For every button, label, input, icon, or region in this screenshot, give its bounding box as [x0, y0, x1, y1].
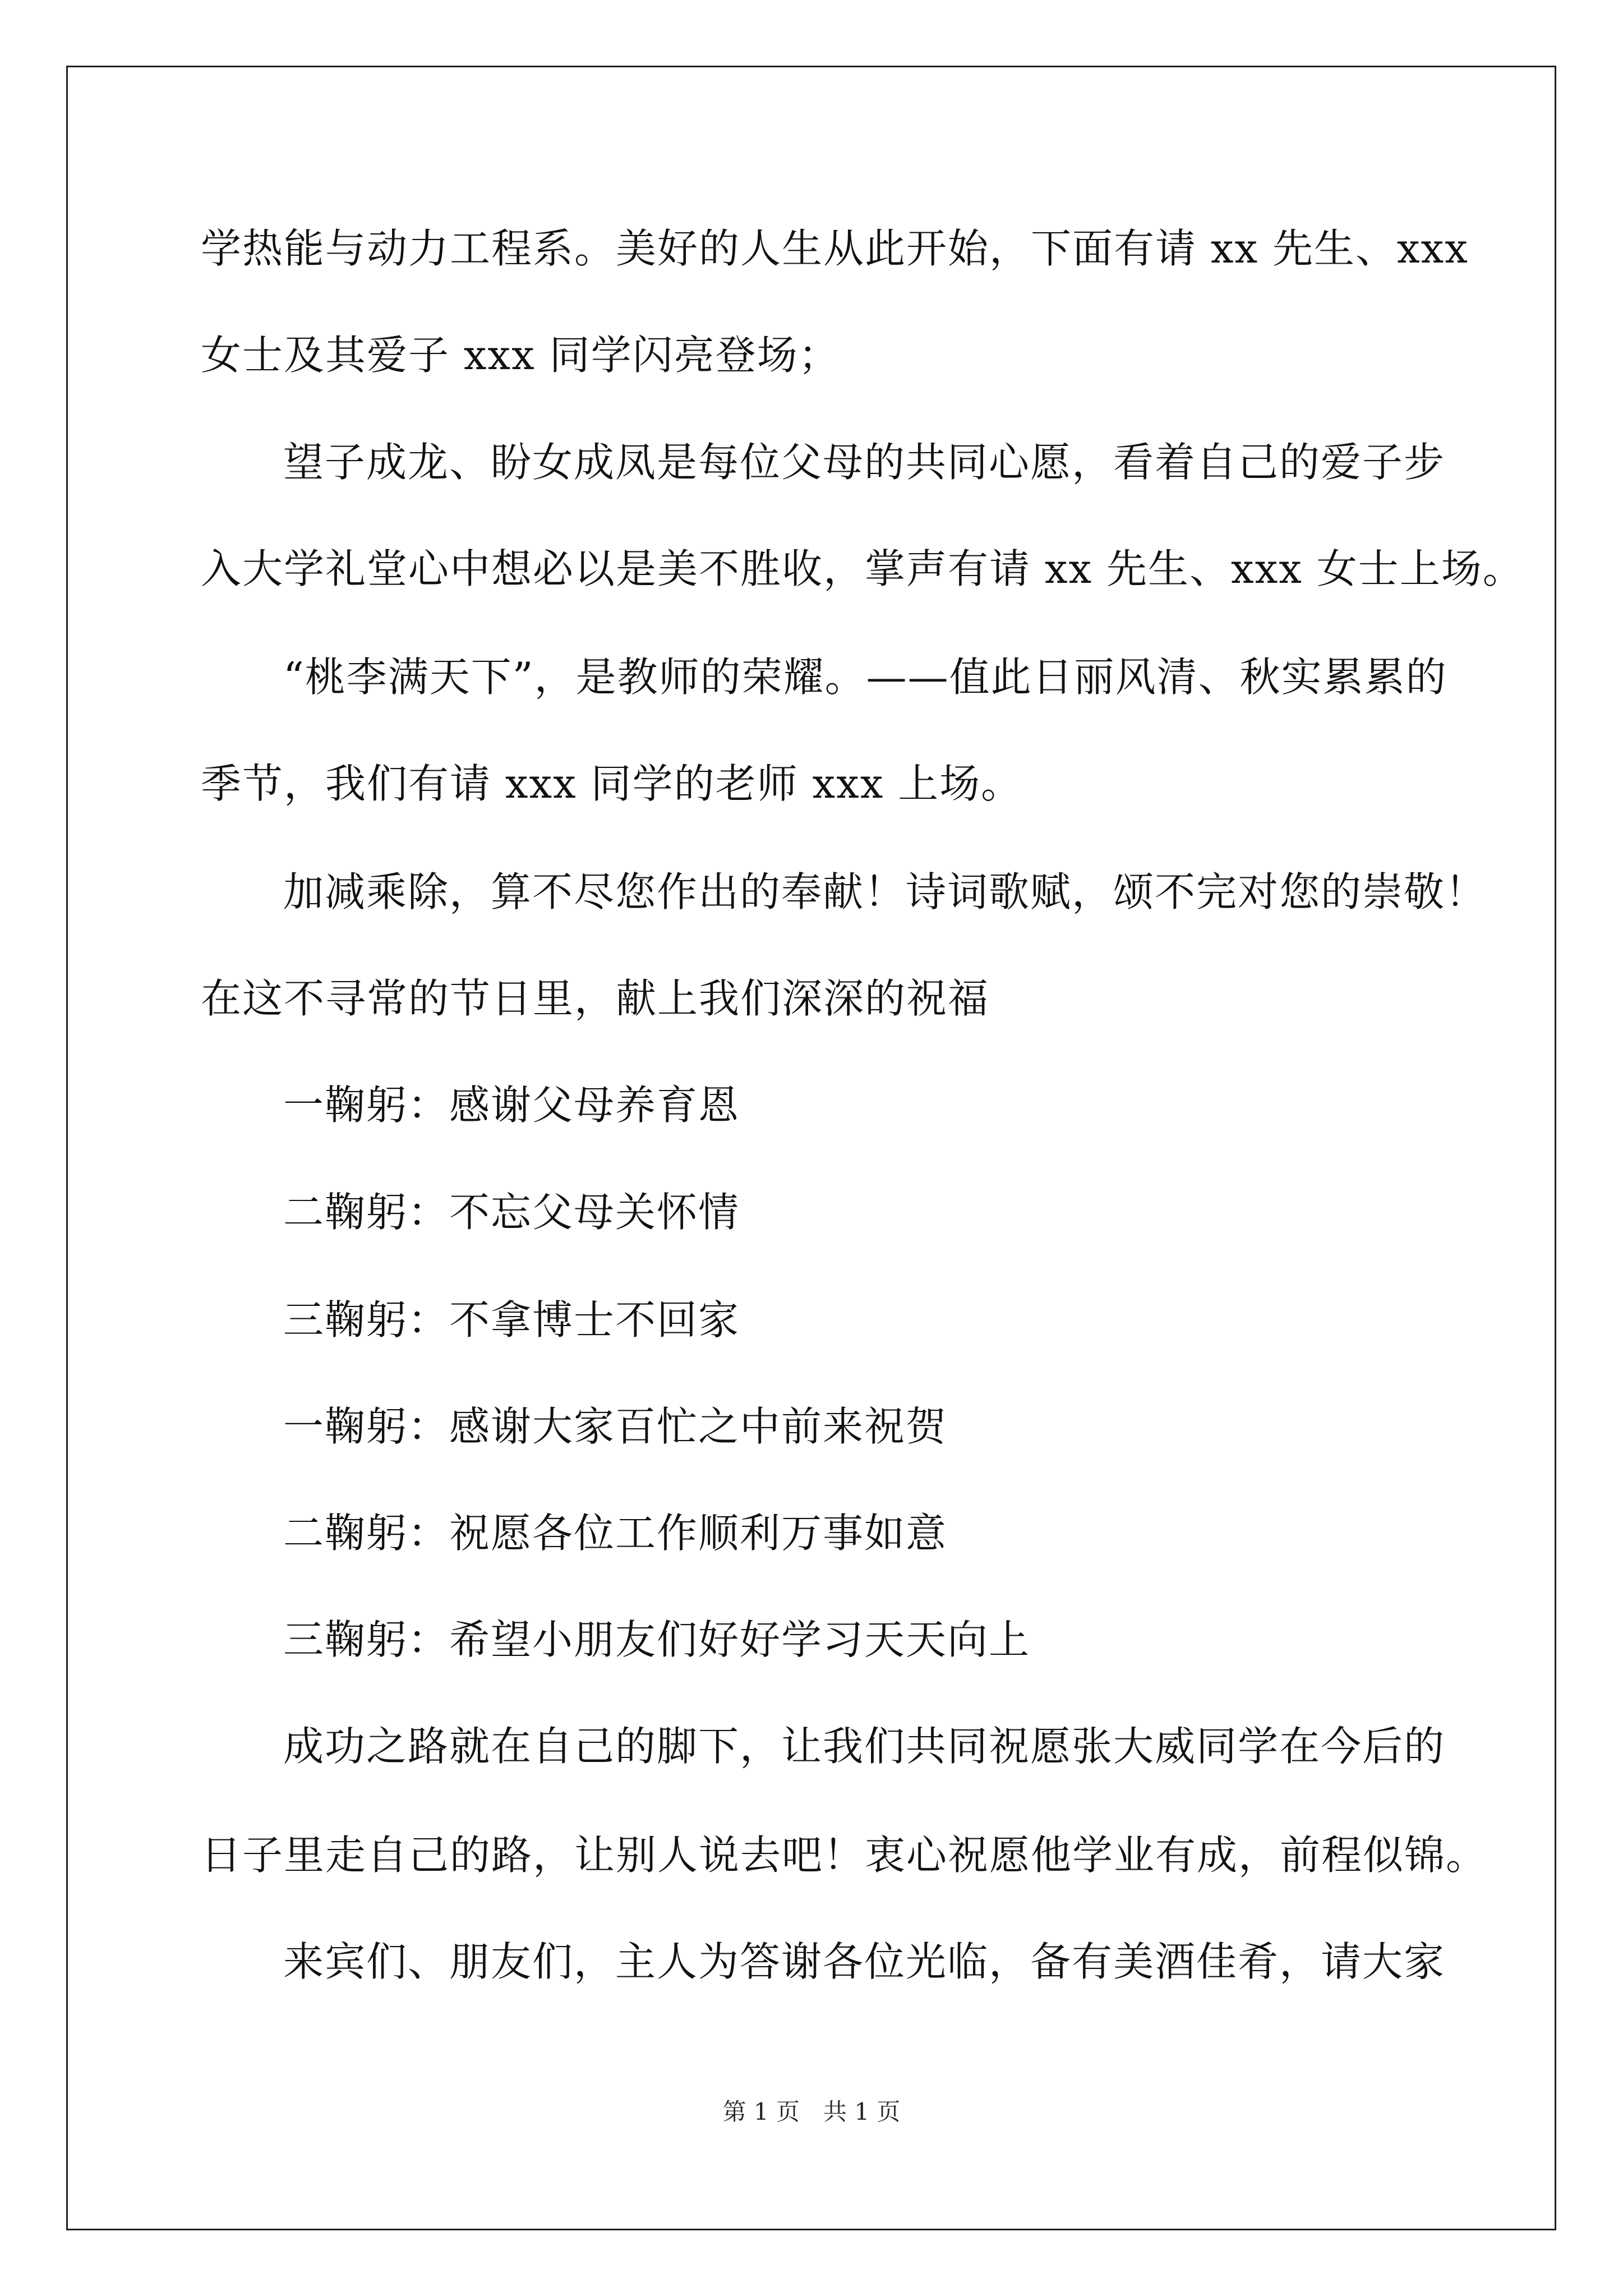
page-number-footer: 第 1 页 共 1 页 — [722, 2098, 901, 2125]
paragraph-line: 女士及其爱子 xxx 同学闪亮登场； — [201, 332, 840, 379]
paragraph-line: 三鞠躬：希望小朋友们好好学习天天向上 — [283, 1616, 1031, 1663]
page-border — [66, 66, 1556, 2230]
paragraph-line: 望子成龙、盼女成凤是每位父母的共同心愿，看着自己的爱子步 — [283, 439, 1446, 486]
paragraph-line: 学热能与动力工程系。美好的人生从此开始，下面有请 xx 先生、xxx — [201, 225, 1469, 272]
paragraph-line: 成功之路就在自己的脚下，让我们共同祝愿张大威同学在今后的 — [283, 1723, 1446, 1770]
paragraph-line: 日子里走自己的路，让别人说去吧！衷心祝愿他学业有成，前程似锦。 — [201, 1832, 1488, 1879]
paragraph-line: 二鞠躬：不忘父母关怀情 — [283, 1189, 740, 1236]
paragraph-line: 一鞠躬：感谢父母养育恩 — [283, 1082, 740, 1129]
paragraph-line: “桃李满天下”，是教师的荣耀。——值此日丽风清、秋实累累的 — [283, 654, 1447, 701]
paragraph-line: 二鞠躬：祝愿各位工作顺利万事如意 — [283, 1510, 948, 1557]
paragraph-line: 季节，我们有请 xxx 同学的老师 xxx 上场。 — [201, 760, 1023, 807]
paragraph-line: 一鞠躬：感谢大家百忙之中前来祝贺 — [283, 1403, 948, 1450]
paragraph-line: 来宾们、朋友们，主人为答谢各位光临，备有美酒佳肴，请大家 — [283, 1938, 1446, 1985]
paragraph-line: 加减乘除，算不尽您作出的奉献！诗词歌赋，颂不完对您的崇敬！ — [283, 868, 1487, 915]
paragraph-line: 入大学礼堂心中想必以是美不胜收，掌声有请 xx 先生、xxx 女士上场。 — [201, 545, 1524, 592]
paragraph-line: 在这不寻常的节日里，献上我们深深的祝福 — [201, 975, 990, 1022]
paragraph-line: 三鞠躬：不拿博士不回家 — [283, 1296, 740, 1343]
